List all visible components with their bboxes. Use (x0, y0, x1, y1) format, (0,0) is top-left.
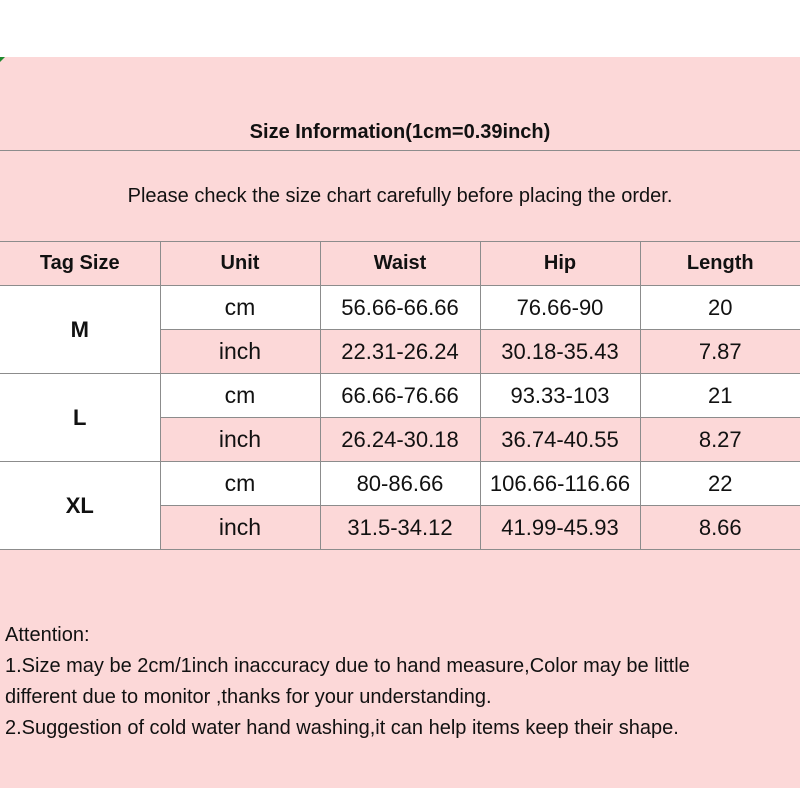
unit-cell: cm (160, 374, 320, 418)
hip-cell: 93.33-103 (480, 374, 640, 418)
hip-cell: 106.66-116.66 (480, 462, 640, 506)
size-table (0, 241, 800, 550)
length-cell: 8.27 (640, 418, 800, 462)
waist-cell: 56.66-66.66 (320, 286, 480, 330)
waist-cell: 66.66-76.66 (320, 374, 480, 418)
unit-cell: inch (160, 506, 320, 550)
length-cell: 7.87 (640, 330, 800, 374)
waist-cell: 80-86.66 (320, 462, 480, 506)
unit-cell: cm (160, 462, 320, 506)
waist-cell: 31.5-34.12 (320, 506, 480, 550)
header-waist: Waist (320, 242, 480, 286)
attention-notes (5, 620, 795, 744)
attention-line: 1.Size may be 2cm/1inch inaccuracy due to hand measure,Color may be little (5, 655, 690, 677)
unit-cell: inch (160, 330, 320, 374)
length-cell: 22 (640, 462, 800, 506)
unit-cell: cm (160, 286, 320, 330)
size-chart-subtitle: Please check the size chart carefully before placing the order. (127, 184, 673, 207)
hip-cell: 36.74-40.55 (480, 418, 640, 462)
tag-size-m: M (0, 286, 160, 374)
table-header-row (0, 242, 800, 286)
table-row (0, 462, 800, 506)
hip-cell: 76.66-90 (480, 286, 640, 330)
waist-cell: 22.31-26.24 (320, 330, 480, 374)
hip-cell: 41.99-45.93 (480, 506, 640, 550)
length-cell: 8.66 (640, 506, 800, 550)
length-cell: 21 (640, 374, 800, 418)
attention-line: 2.Suggestion of cold water hand washing,it can help items keep their shape. (5, 717, 679, 739)
unit-cell: inch (160, 418, 320, 462)
waist-cell: 26.24-30.18 (320, 418, 480, 462)
tag-size-l: L (0, 374, 160, 462)
header-hip: Hip (480, 242, 640, 286)
table-row (0, 374, 800, 418)
header-tag-size: Tag Size (0, 242, 160, 286)
table-row (0, 286, 800, 330)
attention-line: different due to monitor ,thanks for your understanding. (5, 686, 492, 708)
size-chart-title: Size Information(1cm=0.39inch) (249, 121, 551, 143)
tag-size-xl: XL (0, 462, 160, 550)
header-length: Length (640, 242, 800, 286)
attention-heading: Attention: (5, 624, 90, 646)
header-unit: Unit (160, 242, 320, 286)
hip-cell: 30.18-35.43 (480, 330, 640, 374)
length-cell: 20 (640, 286, 800, 330)
